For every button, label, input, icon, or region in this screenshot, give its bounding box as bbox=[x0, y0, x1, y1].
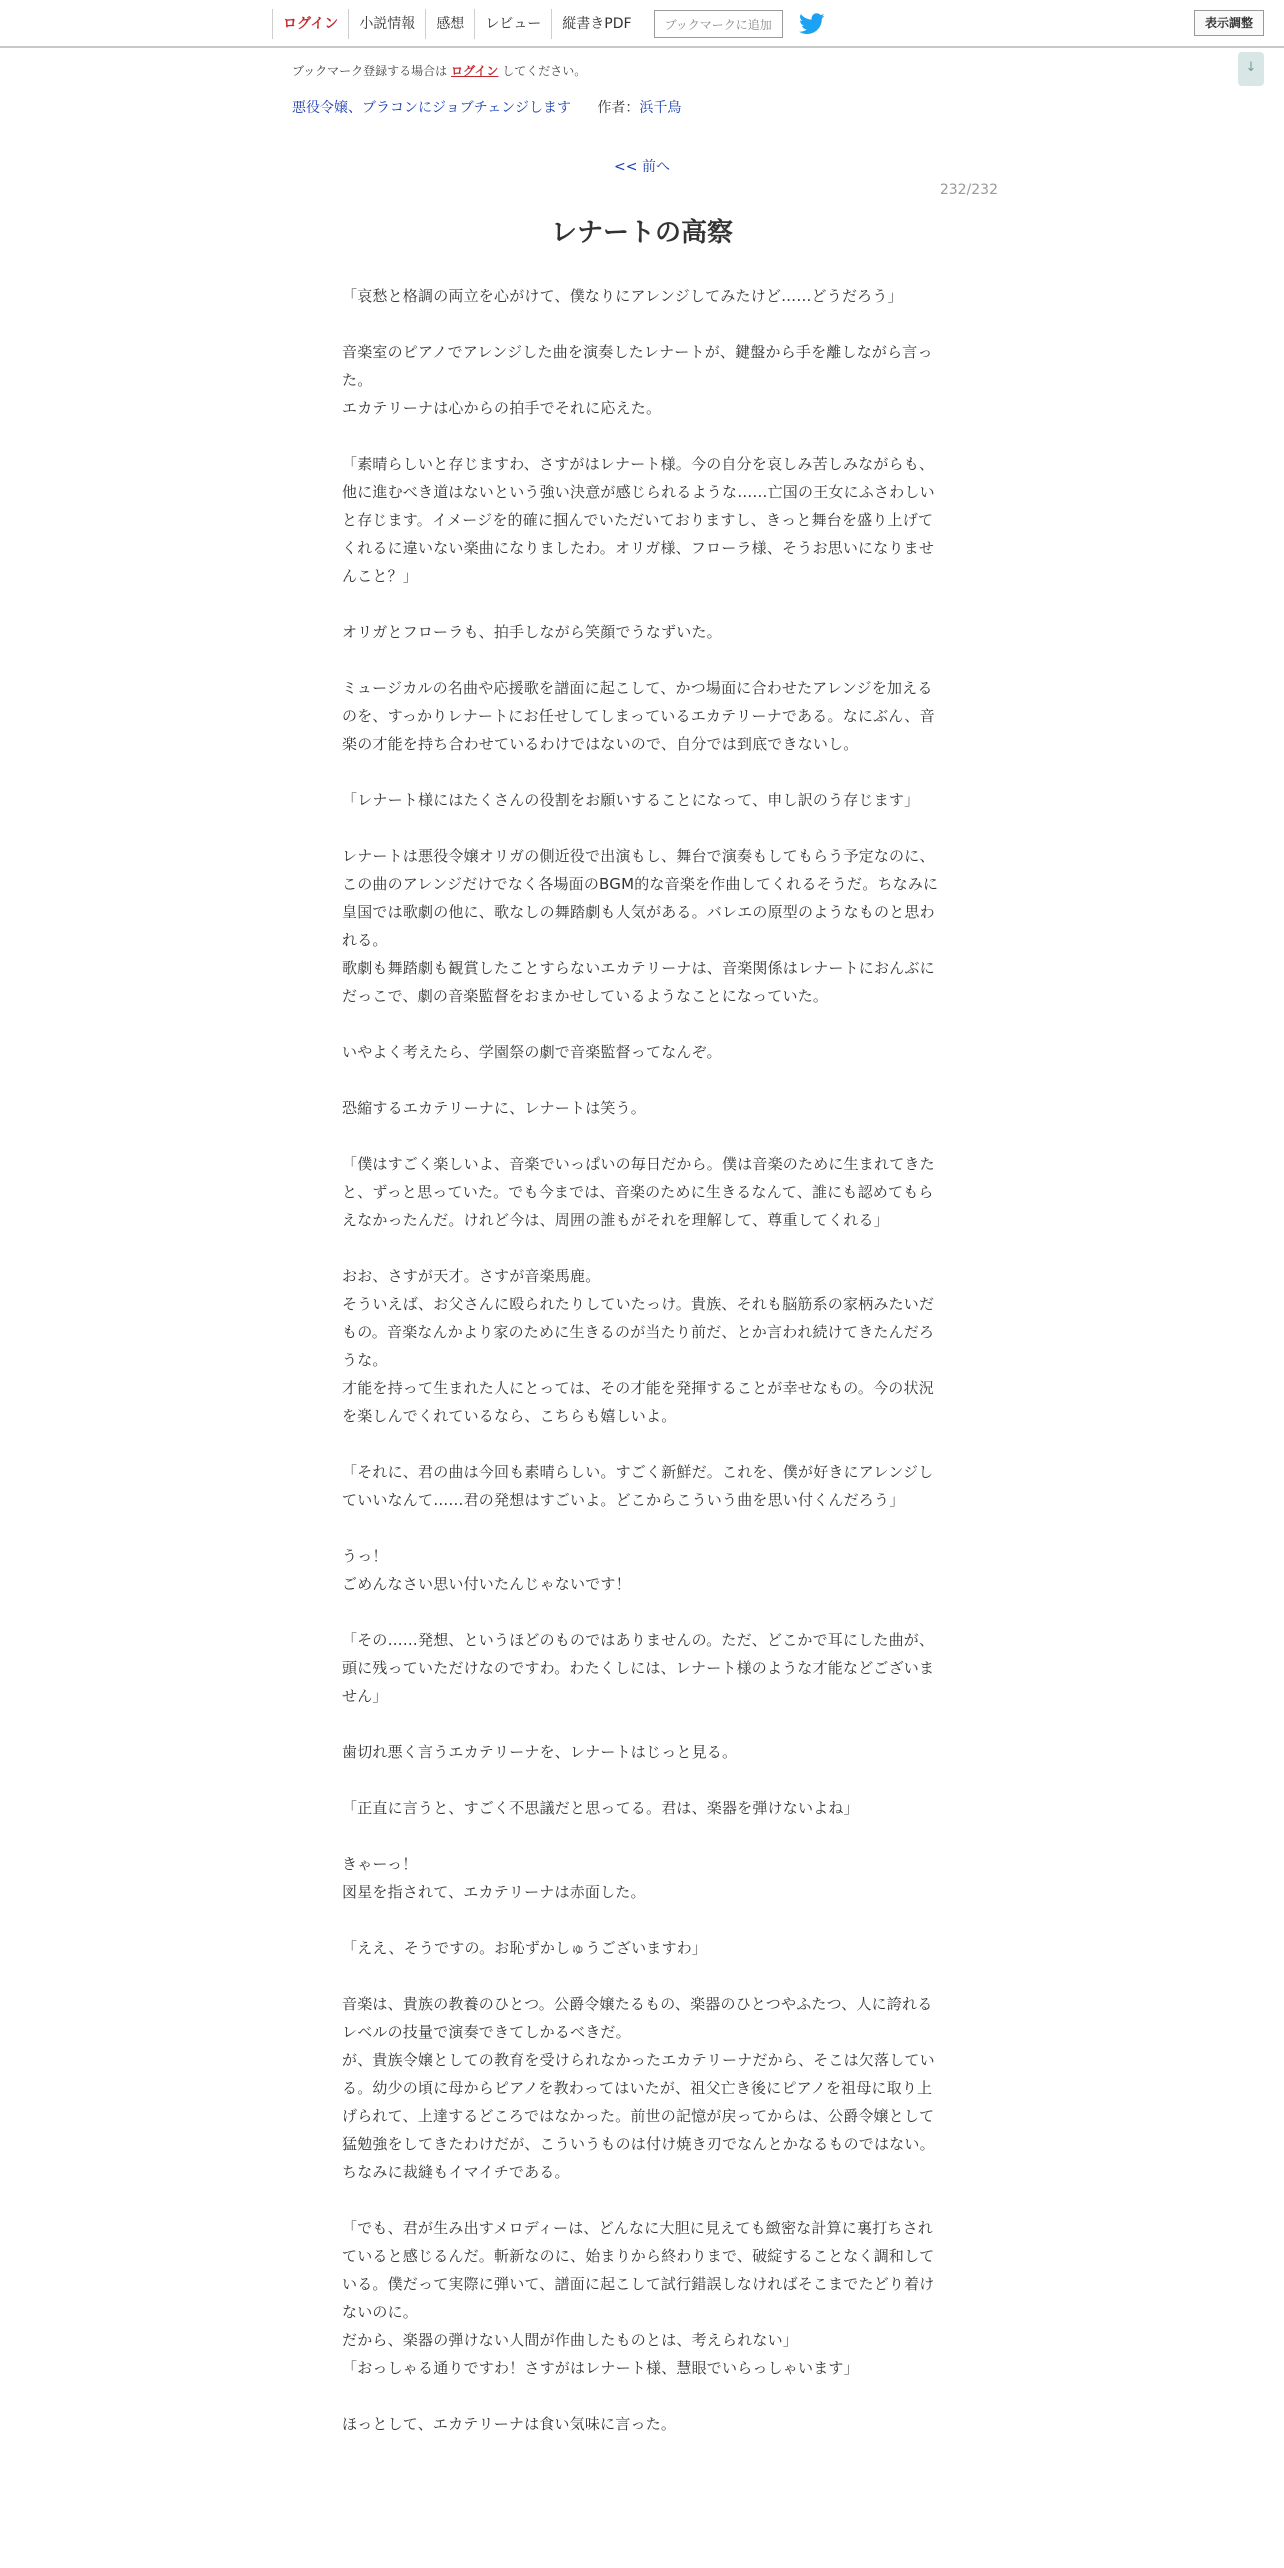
body-paragraph bbox=[342, 1234, 942, 1262]
body-paragraph bbox=[342, 1514, 942, 1542]
body-paragraph: 図星を指されて、エカテリーナは赤面した。 bbox=[342, 1883, 646, 1901]
body-paragraph bbox=[342, 1766, 942, 1794]
body-paragraph: 「正直に言うと、すごく不思議だと思ってる。君は、楽器を弾けないよね」 bbox=[342, 1799, 859, 1817]
episode-counter: 232/232 bbox=[939, 182, 998, 198]
nav-menu bbox=[272, 8, 825, 40]
body-paragraph: 「その……発想、というほどのものではありませんの。ただ、どこかで耳にした曲が、頭に残っていただけなのですわ。わたくしには、レナート様のような才能などございません」 bbox=[342, 1631, 935, 1705]
body-paragraph: レナートは悪役令嬢オリガの側近役で出演もし、舞台で演奏もしてもらう予定なのに、この曲のアレンジだけでなく各場面のBGM的な音楽を作曲してくれるそうだ。ちなみに皇国では歌劇の他に、歌なしの舞踏劇も人気がある。バレエの原型のようなものと思われる。 bbox=[342, 847, 939, 949]
body-paragraph bbox=[342, 1822, 942, 1850]
twitter-icon[interactable] bbox=[799, 13, 825, 35]
body-paragraph: 「でも、君が生み出すメロディーは、どんなに大胆に見えても緻密な計算に裏打ちされていると感じるんだ。斬新なのに、始まりから終わりまで、破綻することなく調和している。僕だって実際に弾いて、譜面に起こして試行錯誤しなければそこまでたどり着けないのに。 bbox=[342, 2219, 935, 2321]
body-paragraph: そういえば、お父さんに殴られたりしていたっけ。貴族、それも脳筋系の家柄みたいだもの。音楽なんかより家のために生きるのが当たり前だ、とか言われ続けてきたんだろうな。 bbox=[342, 1295, 935, 1369]
nav-review[interactable]: レビュー bbox=[474, 9, 551, 39]
body-paragraph bbox=[342, 646, 942, 674]
novel-header bbox=[292, 97, 681, 117]
prev-page-link[interactable]: << 前へ bbox=[614, 159, 670, 175]
author-label: 作者： bbox=[597, 100, 640, 116]
body-paragraph: 「おっしゃる通りですわ！さすがはレナート様、慧眼でいらっしゃいます」 bbox=[342, 2359, 859, 2377]
chapter-title: レナートの高察 bbox=[550, 218, 733, 248]
body-paragraph: が、貴族令嬢としての教育を受けられなかったエカテリーナだから、そこは欠落している。幼少の頃に母からピアノを教わってはいたが、祖父亡き後にピアノを祖母に取り上げられて、上達するどころではなかった。前世の記憶が戻ってからは、公爵令嬢として猛勉強をしてきたわけだが、こういうものは付け焼き刃でなんとかなるものではない。 bbox=[342, 2051, 935, 2153]
body-paragraph: ミュージカルの名曲や応援歌を譜面に起こして、かつ場面に合わせたアレンジを加えるのを、すっかりレナートにお任せしてしまっているエカテリーナである。なにぶん、音楽の才能を持ち合わせているわけではないので、自分では到底できないし。 bbox=[342, 679, 935, 753]
body-paragraph bbox=[342, 1598, 942, 1626]
body-paragraph: エカテリーナは心からの拍手でそれに応えた。 bbox=[342, 399, 662, 417]
display-settings-button[interactable]: 表示調整 bbox=[1194, 10, 1264, 36]
body-paragraph: いやよく考えたら、学園祭の劇で音楽監督ってなんぞ。 bbox=[342, 1043, 722, 1061]
body-paragraph bbox=[342, 1710, 942, 1738]
top-nav-bar bbox=[0, 0, 1284, 48]
nav-vertical-pdf[interactable]: 縦書きPDF bbox=[551, 9, 641, 39]
bookmark-notice-prefix: ブックマーク登録する場合は bbox=[292, 64, 448, 78]
body-paragraph: おお、さすが天才。さすが音楽馬鹿。 bbox=[342, 1267, 601, 1285]
body-paragraph: 音楽室のピアノでアレンジした曲を演奏したレナートが、鍵盤から手を離しながら言った。 bbox=[342, 343, 933, 389]
nav-impressions[interactable]: 感想 bbox=[425, 9, 474, 39]
body-paragraph: ほっとして、エカテリーナは食い気味に言った。 bbox=[342, 2415, 677, 2433]
body-paragraph bbox=[342, 1430, 942, 1458]
novel-title-link[interactable]: 悪役令嬢、ブラコンにジョブチェンジします bbox=[292, 100, 571, 116]
body-paragraph bbox=[342, 2382, 942, 2410]
body-paragraph bbox=[342, 1010, 942, 1038]
body-paragraph: 「僕はすごく楽しいよ、音楽でいっぱいの毎日だから。僕は音楽のために生まれてきたと、ずっと思っていた。でも今までは、音楽のために生きるなんて、誰にも認めてもらえなかったんだ。けれど今は、周囲の誰もがそれを理解して、尊重してくれる」 bbox=[342, 1155, 935, 1229]
bookmark-notice bbox=[292, 62, 586, 79]
body-paragraph bbox=[342, 814, 942, 842]
body-paragraph bbox=[342, 1066, 942, 1094]
author-link[interactable]: 浜千鳥 bbox=[639, 100, 682, 116]
body-paragraph bbox=[342, 310, 942, 338]
body-paragraph: 才能を持って生まれた人にとっては、その才能を発揮することが幸せなもの。今の状況を楽しんでくれているなら、こちらも嬉しいよ。 bbox=[342, 1379, 934, 1425]
body-paragraph: 歌劇も舞踏劇も観賞したことすらないエカテリーナは、音楽関係はレナートにおんぶにだっこで、劇の音楽監督をおまかせしているようなことになっていた。 bbox=[342, 959, 935, 1005]
body-paragraph: 「ええ、そうですの。お恥ずかしゅうございますわ」 bbox=[342, 1939, 708, 1957]
body-paragraph bbox=[342, 1122, 942, 1150]
body-paragraph: きゃーっ！ bbox=[342, 1855, 418, 1873]
add-bookmark-button[interactable]: ブックマークに追加 bbox=[654, 10, 783, 38]
body-paragraph: 恐縮するエカテリーナに、レナートは笑う。 bbox=[342, 1099, 647, 1117]
body-paragraph: 音楽は、貴族の教養のひとつ。公爵令嬢たるもの、楽器のひとつやふたつ、人に誇れるレベルの技量で演奏できてしかるべきだ。 bbox=[342, 1995, 933, 2041]
body-paragraph bbox=[342, 758, 942, 786]
body-paragraph: 「素晴らしいと存じますわ、さすがはレナート様。今の自分を哀しみ苦しみながらも、他に進むべき道はないという強い決意が感じられるような……亡国の王女にふさわしいと存じます。イメージを的確に掴んでいただいておりますし、きっと舞台を盛り上げてくれるに違いない楽曲になりましたわ。オリガ様、フローラ様、そうお思いになりませんこと？」 bbox=[342, 455, 935, 585]
body-paragraph bbox=[342, 590, 942, 618]
body-paragraph bbox=[342, 1906, 942, 1934]
body-paragraph: 「哀愁と格調の両立を心がけて、僕なりにアレンジしてみたけど……どうだろう」 bbox=[342, 287, 903, 305]
bookmark-notice-suffix: してください。 bbox=[502, 64, 587, 78]
body-paragraph bbox=[342, 1962, 942, 1990]
body-paragraph bbox=[342, 422, 942, 450]
nav-login[interactable]: ログイン bbox=[272, 9, 348, 39]
body-paragraph: 歯切れ悪く言うエカテリーナを、レナートはじっと見る。 bbox=[342, 1743, 738, 1761]
body-paragraph: オリガとフローラも、拍手しながら笑顔でうなずいた。 bbox=[342, 623, 722, 641]
scroll-down-tab[interactable]: ↓ bbox=[1238, 52, 1264, 86]
body-paragraph: ちなみに裁縫もイマイチである。 bbox=[342, 2163, 570, 2181]
body-paragraph: 「それに、君の曲は今回も素晴らしい。すごく新鮮だ。これを、僕が好きにアレンジしていいなんて……君の発想はすごいよ。どこからこういう曲を思い付くんだろう」 bbox=[342, 1463, 934, 1509]
body-paragraph: ごめんなさい思い付いたんじゃないです！ bbox=[342, 1575, 631, 1593]
body-paragraph: だから、楽器の弾けない人間が作曲したものとは、考えられない」 bbox=[342, 2331, 799, 2349]
novel-body-text bbox=[342, 282, 942, 2438]
body-paragraph: うっ！ bbox=[342, 1547, 388, 1565]
bookmark-login-link[interactable]: ログイン bbox=[451, 64, 499, 78]
body-paragraph: 「レナート様にはたくさんの役割をお願いすることになって、申し訳のう存じます」 bbox=[342, 791, 920, 809]
body-paragraph bbox=[342, 2186, 942, 2214]
nav-novel-info[interactable]: 小説情報 bbox=[348, 9, 425, 39]
